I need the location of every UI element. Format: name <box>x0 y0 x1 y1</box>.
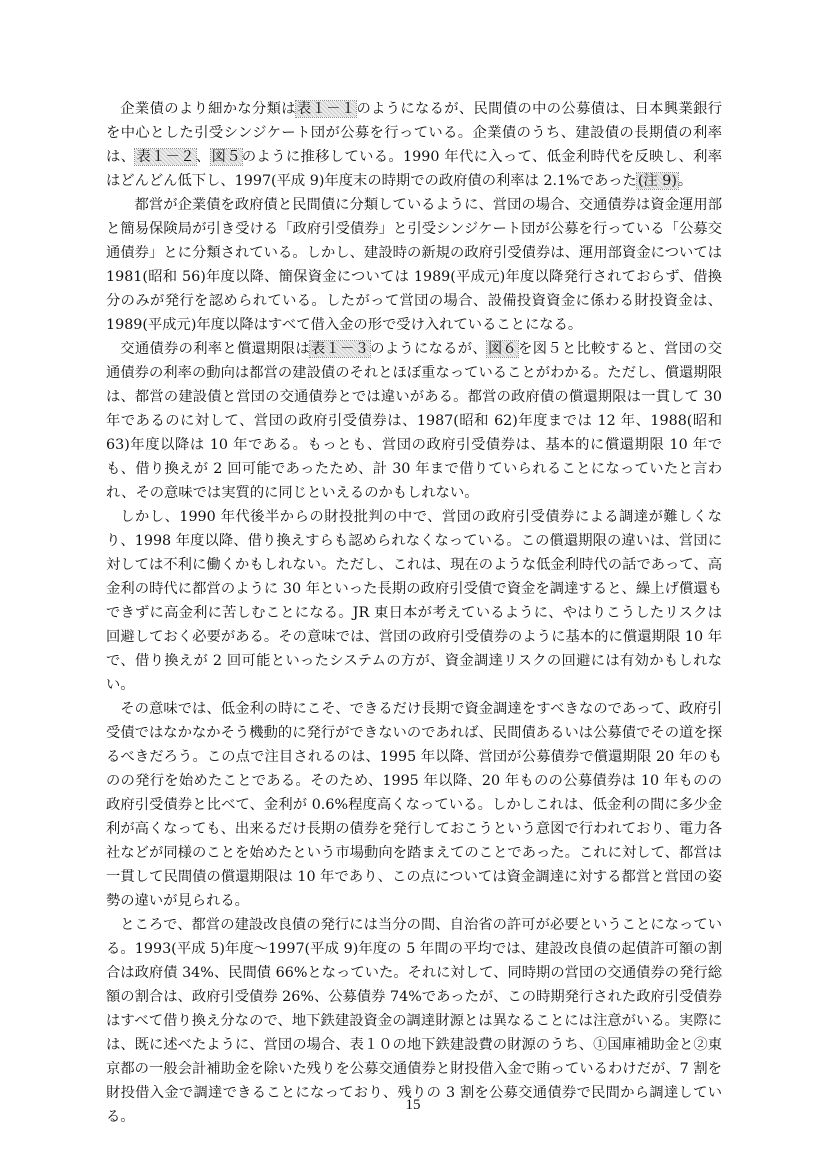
text-segment: 企業債のより細かな分類は <box>120 101 296 117</box>
table-reference-link[interactable]: 表１－２ <box>136 149 195 165</box>
text-segment: のようになるが、 <box>370 341 487 357</box>
text-segment: ところで、都営の建設改良債の発行には当分の間、自治省の許可が必要ということになっている。1993(平成 5)年度～1997(平成 9)年度の 5 年間の平均では、建設改良債の起債許可額の割合は政府債 34%、民間債 66%となっていた。それに対して、同時期の営団の交通債券の発行総額の割合は、政府引受債券 26%、公募債券 74%であったが、この時期発行された政府引受債券はすべて借り換え分なので、地下鉄建設資金の調達財源とは異なることには注意がいる。実際には、既に述べたように、営団の場合、表１０の地下鉄建設費の財源のうち、①国庫補助金と②東京都の一般会計補助金を除いた残りを公募交通債券と財投借入金で賄っているわけだが、7 割を財投借入金で調達できることになっており、残りの 3 割を公募交通債券で民間から調達している。 <box>106 917 722 1125</box>
paragraph-1 <box>106 97 722 193</box>
text-segment: 。 <box>677 173 693 189</box>
text-segment: しかし、1990 年代後半からの財投批判の中で、営団の政府引受債券による調達が難しくなり、1998 年度以降、借り換えすらも認められなくなっている。この償還期限の違いは、営団に対しては不利に働くかもしれない。ただし、これは、現在のような低金利時代の話であって、高金利の時代に都営のように 30 年といった長期の政府引受債で資金を調達すると、繰上げ償還もできずに高金利に苦しむことになる。JR 東日本が考えているように、やはりこうしたリスクは回避しておく必要がある。その意味では、営団の政府引受債券のように基本的に償還期限 10 年で、借り換えが 2 回可能といったシステムの方が、資金調達リスクの回避には有効かもしれない。 <box>106 509 722 693</box>
paragraph-5 <box>106 697 722 913</box>
text-segment: 都営が企業債を政府債と民間債に分類しているように、営団の場合、交通債券は資金運用部と簡易保険局が引き受ける「政府引受債券」と引受シンジケート団が公募を行っている「公募交通債券」とに分類されている。しかし、建設時の新規の政府引受債券は、運用部資金については 1981(昭和 56)年度以降、簡保資金については 1989(平成元)年度以降発行されておらず、借換分のみが発行を認められている。したがって営団の場合、設備投資資金に係わる財投資金は、1989(平成元)年度以降はすべて借入金の形で受け入れていることになる。 <box>106 197 722 333</box>
text-segment: のように推移している。1990 年代に入って、低金利時代を反映し、利率はどんどん低下し、1997(平成 9)年度末の時期での政府債の利率は 2.1%であった <box>106 149 723 189</box>
paragraph-4 <box>106 505 722 697</box>
table-reference-link[interactable]: 表１－１ <box>296 101 356 117</box>
text-segment: を図５と比較すると、営団の交通債券の利率の動向は都営の建設債のそれとほぼ重なっていることがわかる。ただし、償還期限は、都営の建設債と営団の交通債券とでは違いがある。都営の政府債の償還期限は一貫して 30 年であるのに対して、営団の政府引受債券は、1987(昭和 62)年度までは 12 年、1988(昭和 63)年度以降は 10 年である。もっとも、営団の政府引受債券は、基本的に償還期限 10 年でも、借り換えが 2 回可能であったため、計 30 年まで借りていられることになっていたと言われ、その意味では実質的に同じといえるのかもしれない。 <box>106 341 723 501</box>
figure-reference-link[interactable]: 図６ <box>487 341 518 357</box>
table-reference-link[interactable]: 表１－３ <box>310 341 370 357</box>
figure-reference-link[interactable]: 図５ <box>211 149 241 165</box>
paragraph-3 <box>106 337 722 505</box>
body-text <box>106 97 722 1129</box>
text-segment: その意味では、低金利の時にこそ、できるだけ長期で資金調達をすべきなのであって、政府引受債ではなかなかそう機動的に発行ができないのであれば、民間債あるいは公募債でその道を探るべきだろう。この点で注目されるのは、1995 年以降、営団が公募債券で償還期限 20 年のものの発行を始めたことである。そのため、1995 年以降、20 年ものの公募債券は 10 年ものの政府引受債券と比べて、金利が 0.6%程度高くなっている。しかしこれは、低金利の間に多少金利が高くなっても、出来るだけ長期の債券を発行しておこうという意図で行われており、電力各社などが同様のことを始めたという市場動向を踏まえてのことであった。これに対して、都営は一貫して民間債の償還期限は 10 年であり、この点については資金調達に対する都営と営団の姿勢の違いが見られる。 <box>106 701 722 909</box>
text-segment: 、 <box>195 149 211 165</box>
footnote-reference-link[interactable]: (注 9) <box>637 173 677 189</box>
paragraph-2 <box>106 193 722 337</box>
text-segment: のようになるが、民間債の中の公募債は、日本興業銀行を中心とした引受シンジケート団が公募を行っている。企業債のうち、建設債の長期債の利率は、 <box>106 101 723 165</box>
text-segment: 交通債券の利率と償還期限は <box>120 341 310 357</box>
page-number: 15 <box>405 1097 421 1113</box>
